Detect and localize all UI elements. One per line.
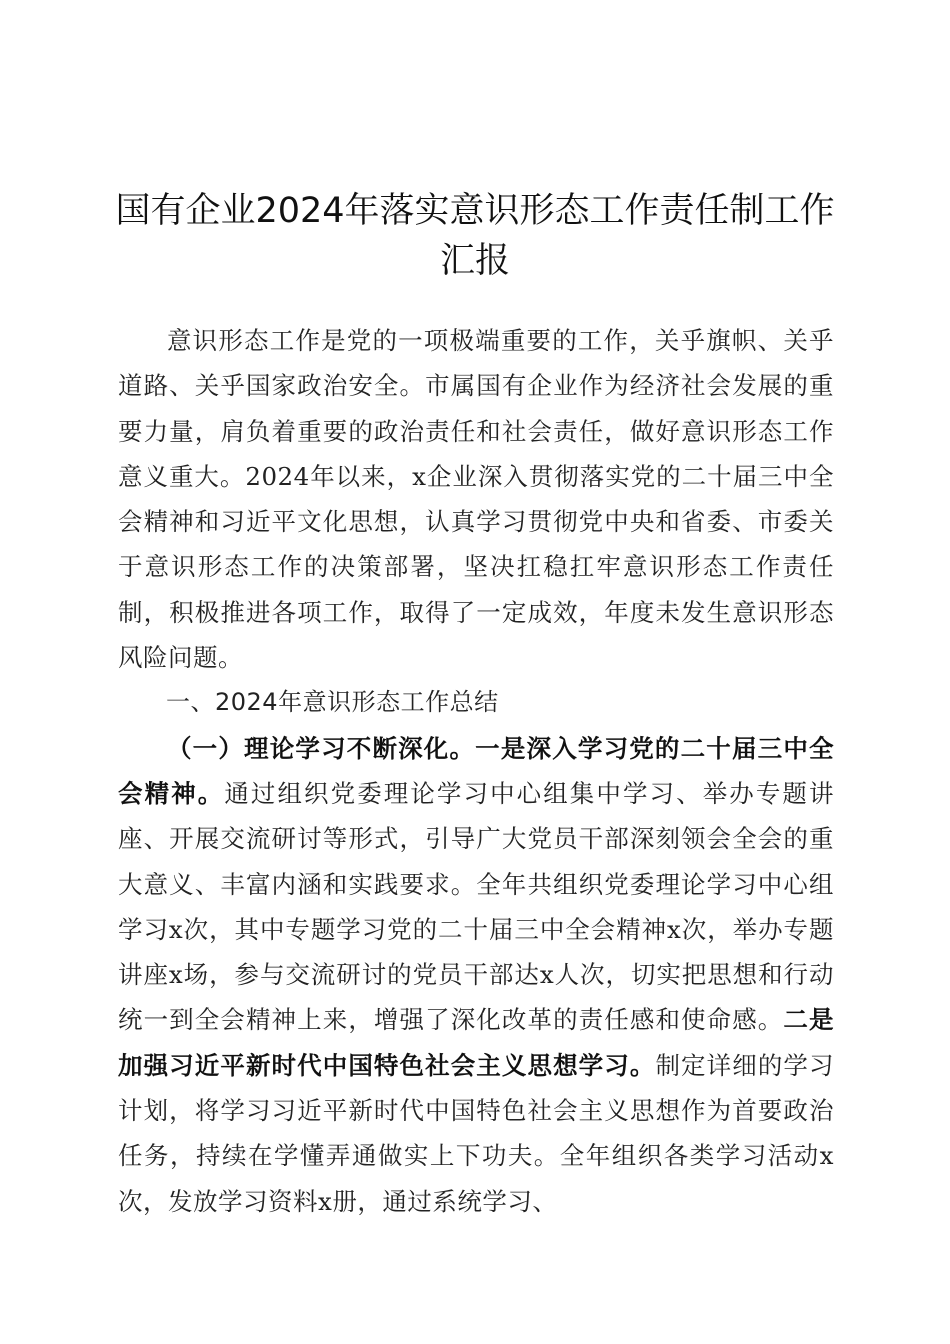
subsection-paragraph bbox=[118, 726, 834, 1224]
subsection-heading: （一）理论学习不断深化。 bbox=[167, 733, 476, 763]
point-two-text: 制定详细的学习计划，将学习习近平新时代中国特色社会主义思想作为首要政治任务，持续在学懂弄通做实上下功夫。全年组织各类学习活动x次，发放学习资料x册，通过系统学习、 bbox=[118, 1050, 835, 1216]
document-title: 国有企业2024年落实意识形态工作责任制工作汇报 bbox=[115, 191, 835, 281]
intro-paragraph: 意识形态工作是党的一项极端重要的工作，关乎旗帜、关乎道路、关乎国家政治安全。市属国有企业作为经济社会发展的重要力量，肩负着重要的政治责任和社会责任，做好意识形态工作意义重大。2024年以来，x企业深入贯彻落实党的二十届三中全会精神和习近平文化思想，认真学习贯彻党中央和省委、市委关于意识形态工作的决策部署，坚决扛稳扛牢意识形态工作责任制，积极推进各项工作，取得了一定成效，年度未发生意识形态风险问题。 bbox=[118, 326, 834, 673]
point-one-heading: 一是深入学习党的二十届三中全会精神。 bbox=[118, 733, 835, 808]
section-heading: 一、2024年意识形态工作总结 bbox=[166, 688, 499, 717]
point-two-heading: 二是加强习近平新时代中国特色社会主义思想学习。 bbox=[118, 1005, 834, 1080]
document-body bbox=[118, 318, 834, 1224]
point-one-text: 通过组织党委理论学习中心组集中学习、举办专题讲座、开展交流研讨等形式，引导广大党员干部深刻领会全会的重大意义、丰富内涵和实践要求。全年共组织党委理论学习中心组学习x次，其中专题学习党的二十届三中全会精神x次，举办专题讲座x场，参与交流研讨的党员干部达x人次，切实把思想和行动统一到全会精神上来，增强了深化改革的责任感和使命感。 bbox=[118, 778, 835, 1035]
